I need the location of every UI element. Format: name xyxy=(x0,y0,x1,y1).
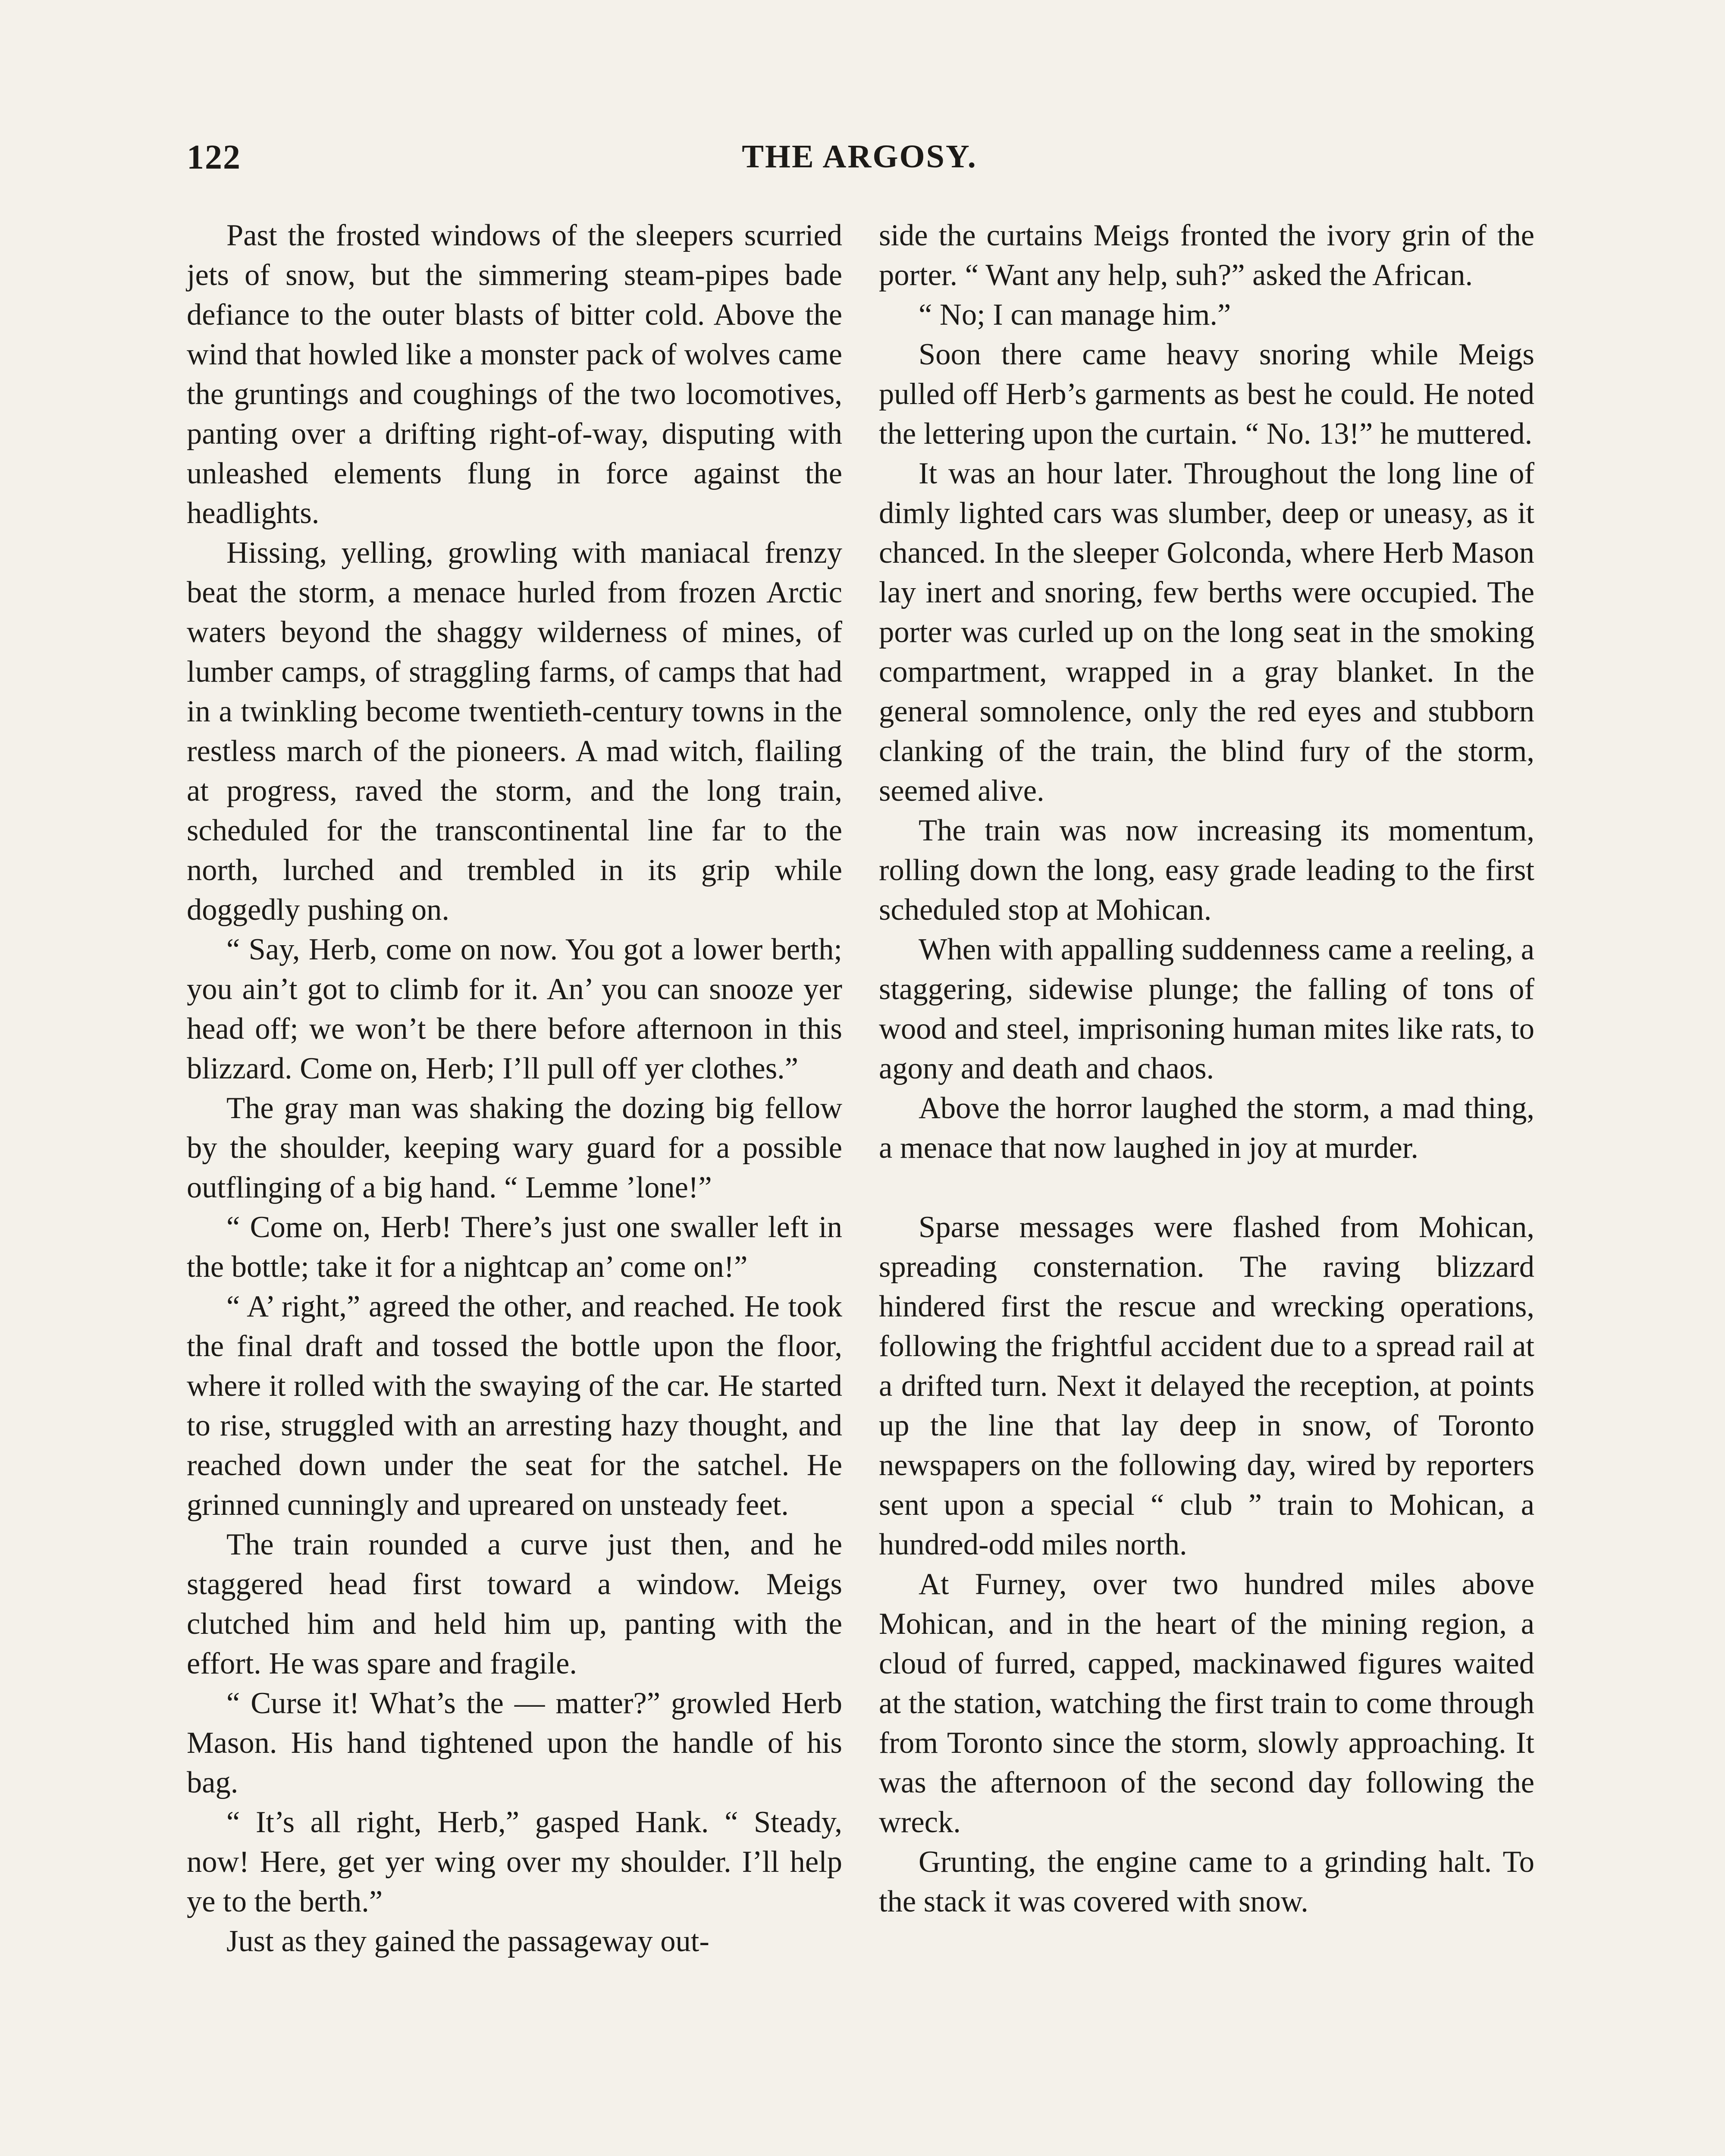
page-number: 122 xyxy=(187,138,241,176)
paragraph: Past the frosted windows of the sleepers scurried jets of snow, but the simmering steam-pipes bade defiance to the outer blasts of bitter cold. Above the wind that howled like a monster pack of wolves came the gruntings and coughings of the two locomotives, panting over a drifting right-of-way, disputing with unleashed elements flung in force against the headlights. xyxy=(187,219,842,530)
paragraph: The train rounded a curve just then, and he staggered head first toward a window. Meigs clutched him and held him up, panting with the effort. He was spare and fragile. xyxy=(187,1528,842,1680)
paragraph: “ It’s all right, Herb,” gasped Hank. “ Steady, now! Here, get yer wing over my shoulder. I’ll help ye to the berth.” xyxy=(187,1805,842,1918)
paragraph: When with appalling suddenness came a reeling, a staggering, sidewise plunge; the falling of tons of wood and steel, imprisoning human mites like rats, to agony and death and chaos. xyxy=(879,933,1534,1085)
paragraph: Soon there came heavy snoring while Meigs pulled off Herb’s garments as best he could. He noted the lettering upon the curtain. “ No. 13!” he muttered. xyxy=(879,338,1534,451)
paragraph: The train was now increasing its momentum, rolling down the long, easy grade leading to the first scheduled stop at Mohican. xyxy=(879,814,1534,927)
paragraph: “ Say, Herb, come on now. You got a lower berth; you ain’t got to climb for it. An’ you can snooze yer head off; we won’t be there before afternoon in this blizzard. Come on, Herb; I’ll pull off yer clothes.” xyxy=(187,933,842,1085)
paragraph: It was an hour later. Throughout the long line of dimly lighted cars was slumber, deep or uneasy, as it chanced. In the sleeper Golconda, where Herb Mason lay inert and snoring, few berths were occupied. The porter was curled up on the long seat in the smoking compartment, wrapped in a gray blanket. In the general somnolence, only the red eyes and stubborn clanking of the train, the blind fury of the storm, seemed alive. xyxy=(879,457,1534,808)
paragraph: Just as they gained the passageway out- xyxy=(226,1924,709,1958)
paragraph: The gray man was shaking the dozing big fellow by the shoulder, keeping wary guard for a possible outflinging of a big hand. “ Lemme ’lone!” xyxy=(187,1091,842,1204)
paragraph: Above the horror laughed the storm, a mad thing, a menace that now laughed in joy at murder. xyxy=(879,1091,1534,1165)
paragraph: Grunting, the engine came to a grinding halt. To the stack it was covered with snow. xyxy=(879,1845,1534,1918)
page-header xyxy=(187,138,1532,190)
right-column xyxy=(879,216,1534,1921)
running-head: THE ARGOSY. xyxy=(742,138,977,175)
paragraph: Sparse messages were flashed from Mohican, spreading consternation. The raving blizzard hindered first the rescue and wrecking operations, following the frightful accident due to a spread rail at a drifted turn. Next it delayed the reception, at points up the line that lay deep in snow, of Toronto newspapers on the following day, wired by reporters sent upon a special “ club ” train to Mohican, a hundred-odd miles north. xyxy=(879,1210,1534,1561)
paragraph-continuation: side the curtains Meigs fronted the ivory grin of the porter. “ Want any help, suh?” asked the African. xyxy=(879,219,1534,292)
paragraph: “ Come on, Herb! There’s just one swaller left in the bottle; take it for a nightcap an’ come on!” xyxy=(187,1210,842,1284)
paragraph: “ No; I can manage him.” xyxy=(919,298,1231,332)
paragraph: Hissing, yelling, growling with maniacal frenzy beat the storm, a menace hurled from frozen Arctic waters beyond the shaggy wilderness of mines, of lumber camps, of straggling farms, of camps that had in a twinkling become twentieth-century towns in the restless march of the pioneers. A mad witch, flailing at progress, raved the storm, and the long train, scheduled for the transcontinental line far to the north, lurched and trembled in its grip while doggedly pushing on. xyxy=(187,536,842,927)
section-break xyxy=(879,1168,1534,1207)
paragraph: “ A’ right,” agreed the other, and reached. He took the final draft and tossed the bottle upon the floor, where it rolled with the swaying of the car. He started to rise, struggled with an arresting hazy thought, and reached down under the seat for the satchel. He grinned cunningly and upreared on unsteady feet. xyxy=(187,1290,842,1522)
left-column xyxy=(187,216,842,1961)
paragraph: “ Curse it! What’s the — matter?” growled Herb Mason. His hand tightened upon the handle of his bag. xyxy=(187,1686,842,1799)
paragraph: At Furney, over two hundred miles above Mohican, and in the heart of the mining region, a cloud of furred, capped, mackinawed figures waited at the station, watching the first train to come through from Toronto since the storm, slowly approaching. It was the afternoon of the second day following the wreck. xyxy=(879,1567,1534,1839)
